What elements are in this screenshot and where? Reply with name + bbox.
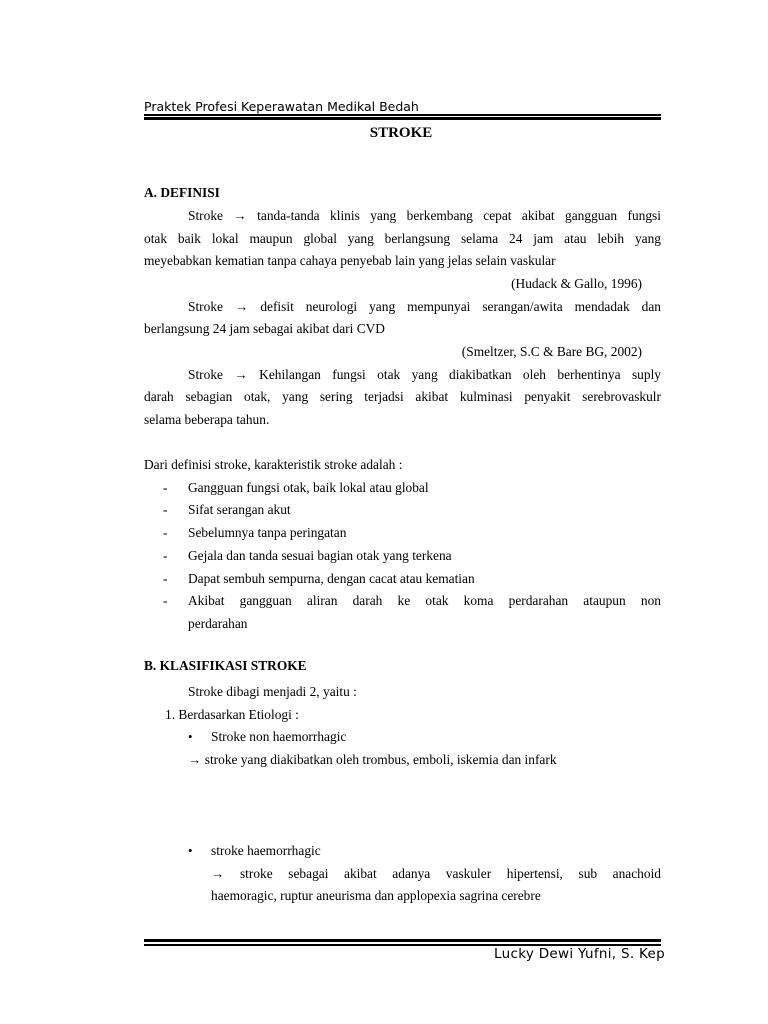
- stroke-type-description: → stroke yang diakibatkan oleh trombus, emboli, iskemia dan infark: [188, 752, 557, 767]
- section-b-heading: B. KLASIFIKASI STROKE: [144, 658, 307, 673]
- definition-2-line-1: Stroke → defisit neurologi yang mempunyai serangan/awita mendadak dan: [188, 299, 661, 314]
- stroke-type-label: Stroke non haemorrhagic: [211, 729, 347, 744]
- classification-subheading: 1. Berdasarkan Etiologi :: [165, 707, 299, 722]
- page-title: STROKE: [369, 125, 433, 141]
- list-item: Gejala dan tanda sesuai bagian otak yang terkena: [188, 548, 452, 563]
- footer-rule-thick: [144, 939, 661, 942]
- bullet-icon: •: [188, 843, 193, 858]
- definition-2-line-2: berlangsung 24 jam sebagai akibat dari CVD: [144, 321, 385, 336]
- list-item: Dapat sembuh sempurna, dengan cacat atau kematian: [188, 571, 475, 586]
- list-item: Gangguan fungsi otak, baik lokal atau global: [188, 480, 429, 495]
- definition-3-line-2: darah sebagian otak, yang sering terjadsi akibat kulminasi penyakit serebrovaskulr: [144, 389, 661, 404]
- definition-3-line-3: selama beberapa tahun.: [144, 412, 270, 427]
- header-rule-thick: [144, 117, 661, 120]
- definition-1-line-1: Stroke → tanda-tanda klinis yang berkembang cepat akibat gangguan fungsi: [188, 208, 661, 223]
- definition-1-citation: (Hudack & Gallo, 1996): [511, 276, 642, 291]
- definition-1-line-3: meyebabkan kematian tanpa cahaya penyebab lain yang jelas selain vaskular: [144, 253, 556, 268]
- header-rule-thin: [144, 114, 661, 116]
- list-item: Sebelumnya tanpa peringatan: [188, 525, 347, 540]
- running-header: Praktek Profesi Keperawatan Medikal Bedah: [144, 99, 419, 114]
- definition-3-line-1: Stroke → Kehilangan fungsi otak yang diakibatkan oleh berhentinya suply: [188, 367, 661, 382]
- characteristics-intro: Dari definisi stroke, karakteristik stroke adalah :: [144, 457, 403, 472]
- footer-author: Lucky Dewi Yufni, S. Kep: [494, 946, 665, 962]
- stroke-type-description: → stroke sebagai akibat adanya vaskuler hipertensi, sub anachoid: [211, 866, 661, 881]
- list-item-continuation: perdarahan: [188, 616, 248, 631]
- classification-intro: Stroke dibagi menjadi 2, yaitu :: [188, 684, 357, 699]
- list-dash: -: [163, 525, 168, 540]
- stroke-type-description-continuation: haemoragic, ruptur aneurisma dan applopexia sagrina cerebre: [211, 888, 541, 903]
- section-a-heading: A. DEFINISI: [144, 185, 220, 200]
- list-dash: -: [163, 480, 168, 495]
- list-dash: -: [163, 593, 168, 608]
- list-item: Sifat serangan akut: [188, 502, 291, 517]
- list-dash: -: [163, 502, 168, 517]
- definition-1-line-2: otak baik lokal maupun global yang berlangsung selama 24 jam atau lebih yang: [144, 231, 661, 246]
- list-dash: -: [163, 548, 168, 563]
- list-item: Akibat gangguan aliran darah ke otak koma perdarahan ataupun non: [188, 593, 661, 608]
- stroke-type-label: stroke haemorrhagic: [211, 843, 321, 858]
- list-dash: -: [163, 571, 168, 586]
- definition-2-citation: (Smeltzer, S.C & Bare BG, 2002): [461, 344, 642, 359]
- bullet-icon: •: [188, 729, 193, 744]
